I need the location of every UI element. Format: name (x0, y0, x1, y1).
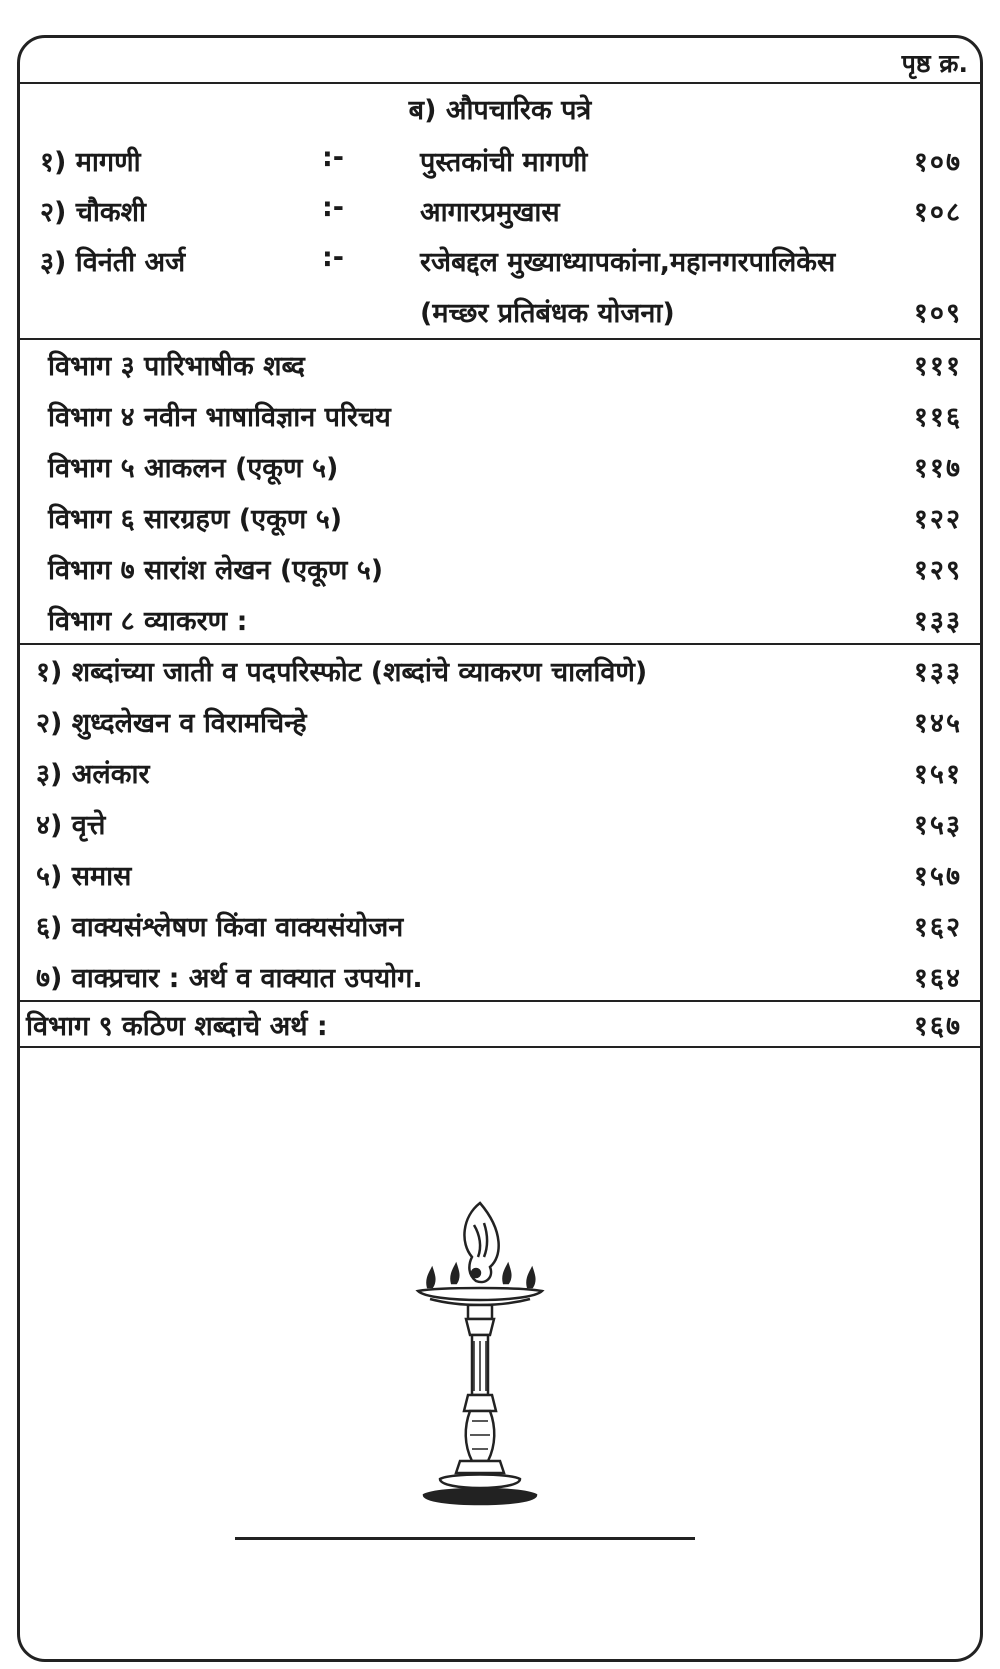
toc-page-number: १०८ (913, 197, 962, 228)
toc-item-label: ५) समास (36, 861, 132, 892)
formal-letters-title: ब) औपचारिक पत्रे (408, 95, 592, 126)
divider (20, 338, 980, 340)
toc-item-label: ३) अलंकार (36, 759, 150, 790)
toc-item-label: ४) वृत्ते (36, 810, 106, 841)
toc-page-number: १५३ (913, 810, 962, 841)
toc-item-label: विभाग ५ आकलन (एकूण ५) (48, 453, 339, 484)
toc-item-label: विभाग ७ सारांश लेखन (एकूण ५) (48, 555, 384, 586)
toc-row (20, 805, 980, 845)
toc-row (20, 293, 980, 333)
divider (20, 643, 980, 645)
toc-separator: :- (322, 242, 345, 273)
lamp-base-line (235, 1537, 695, 1540)
toc-item-label: ३) विनंती अर्ज (40, 247, 186, 278)
toc-row (20, 142, 980, 182)
toc-row (20, 192, 980, 232)
toc-row (20, 754, 980, 794)
toc-row (20, 397, 980, 437)
toc-separator: :- (322, 142, 345, 173)
toc-row (20, 601, 980, 641)
toc-page-number: १४५ (913, 708, 962, 739)
toc-row (20, 242, 980, 282)
toc-item-label: विभाग ४ नवीन भाषाविज्ञान परिचय (48, 402, 391, 433)
toc-page-number: १३३ (913, 606, 962, 637)
toc-page-number: ११६ (913, 402, 962, 433)
toc-page-number: १०९ (913, 298, 962, 329)
toc-item-label: ७) वाक्प्रचार : अर्थ व वाक्यात उपयोग. (36, 963, 423, 994)
toc-page-number: १३३ (913, 657, 962, 688)
divider (20, 1046, 980, 1048)
toc-separator: :- (322, 192, 345, 223)
toc-page-number: ११७ (913, 453, 962, 484)
toc-row (20, 1006, 980, 1046)
toc-row (20, 550, 980, 590)
toc-item-desc: आगारप्रमुखास (420, 197, 560, 228)
toc-row (20, 499, 980, 539)
toc-item-desc: पुस्तकांची मागणी (420, 147, 588, 178)
toc-row (20, 652, 980, 692)
toc-item-label: विभाग ६ सारग्रहण (एकूण ५) (48, 504, 343, 535)
header-row (20, 38, 980, 84)
toc-item-label: २) चौकशी (40, 197, 147, 228)
toc-page-number: १११ (913, 351, 962, 382)
divider (20, 1000, 980, 1002)
toc-row (20, 703, 980, 743)
toc-item-desc: रजेबद्दल मुख्याध्यापकांना,महानगरपालिकेस (420, 247, 836, 278)
toc-row (20, 856, 980, 896)
toc-page-number: १२९ (913, 555, 962, 586)
toc-page-number: १२२ (913, 504, 962, 535)
toc-page-number: १५१ (913, 759, 962, 790)
toc-item-label: २) शुध्दलेखन व विरामचिन्हे (36, 708, 307, 739)
toc-row (20, 907, 980, 947)
toc-item-label: १) मागणी (40, 147, 141, 178)
page-column-label: पृष्ठ क्र. (901, 49, 968, 78)
toc-item-label: विभाग ९ कठिण शब्दाचे अर्थ : (26, 1011, 328, 1042)
oil-lamp-icon (410, 1195, 550, 1515)
toc-row (20, 958, 980, 998)
toc-page-number: १६२ (913, 912, 962, 943)
toc-page-number: १६४ (913, 963, 962, 994)
toc-page-number: १०७ (913, 147, 962, 178)
toc-item-label: विभाग ८ व्याकरण : (48, 606, 248, 637)
toc-item-label: विभाग ३ पारिभाषीक शब्द (48, 351, 305, 382)
toc-row (20, 346, 980, 386)
toc-row (20, 448, 980, 488)
toc-item-desc: (मच्छर प्रतिबंधक योजना) (420, 298, 675, 329)
toc-item-label: ६) वाक्यसंश्लेषण किंवा वाक्यसंयोजन (36, 912, 404, 943)
toc-page-number: १६७ (913, 1011, 962, 1042)
toc-page-number: १५७ (913, 861, 962, 892)
toc-item-label: १) शब्दांच्या जाती व पदपरिस्फोट (शब्दांचे व्याकरण चालविणे) (36, 657, 648, 688)
